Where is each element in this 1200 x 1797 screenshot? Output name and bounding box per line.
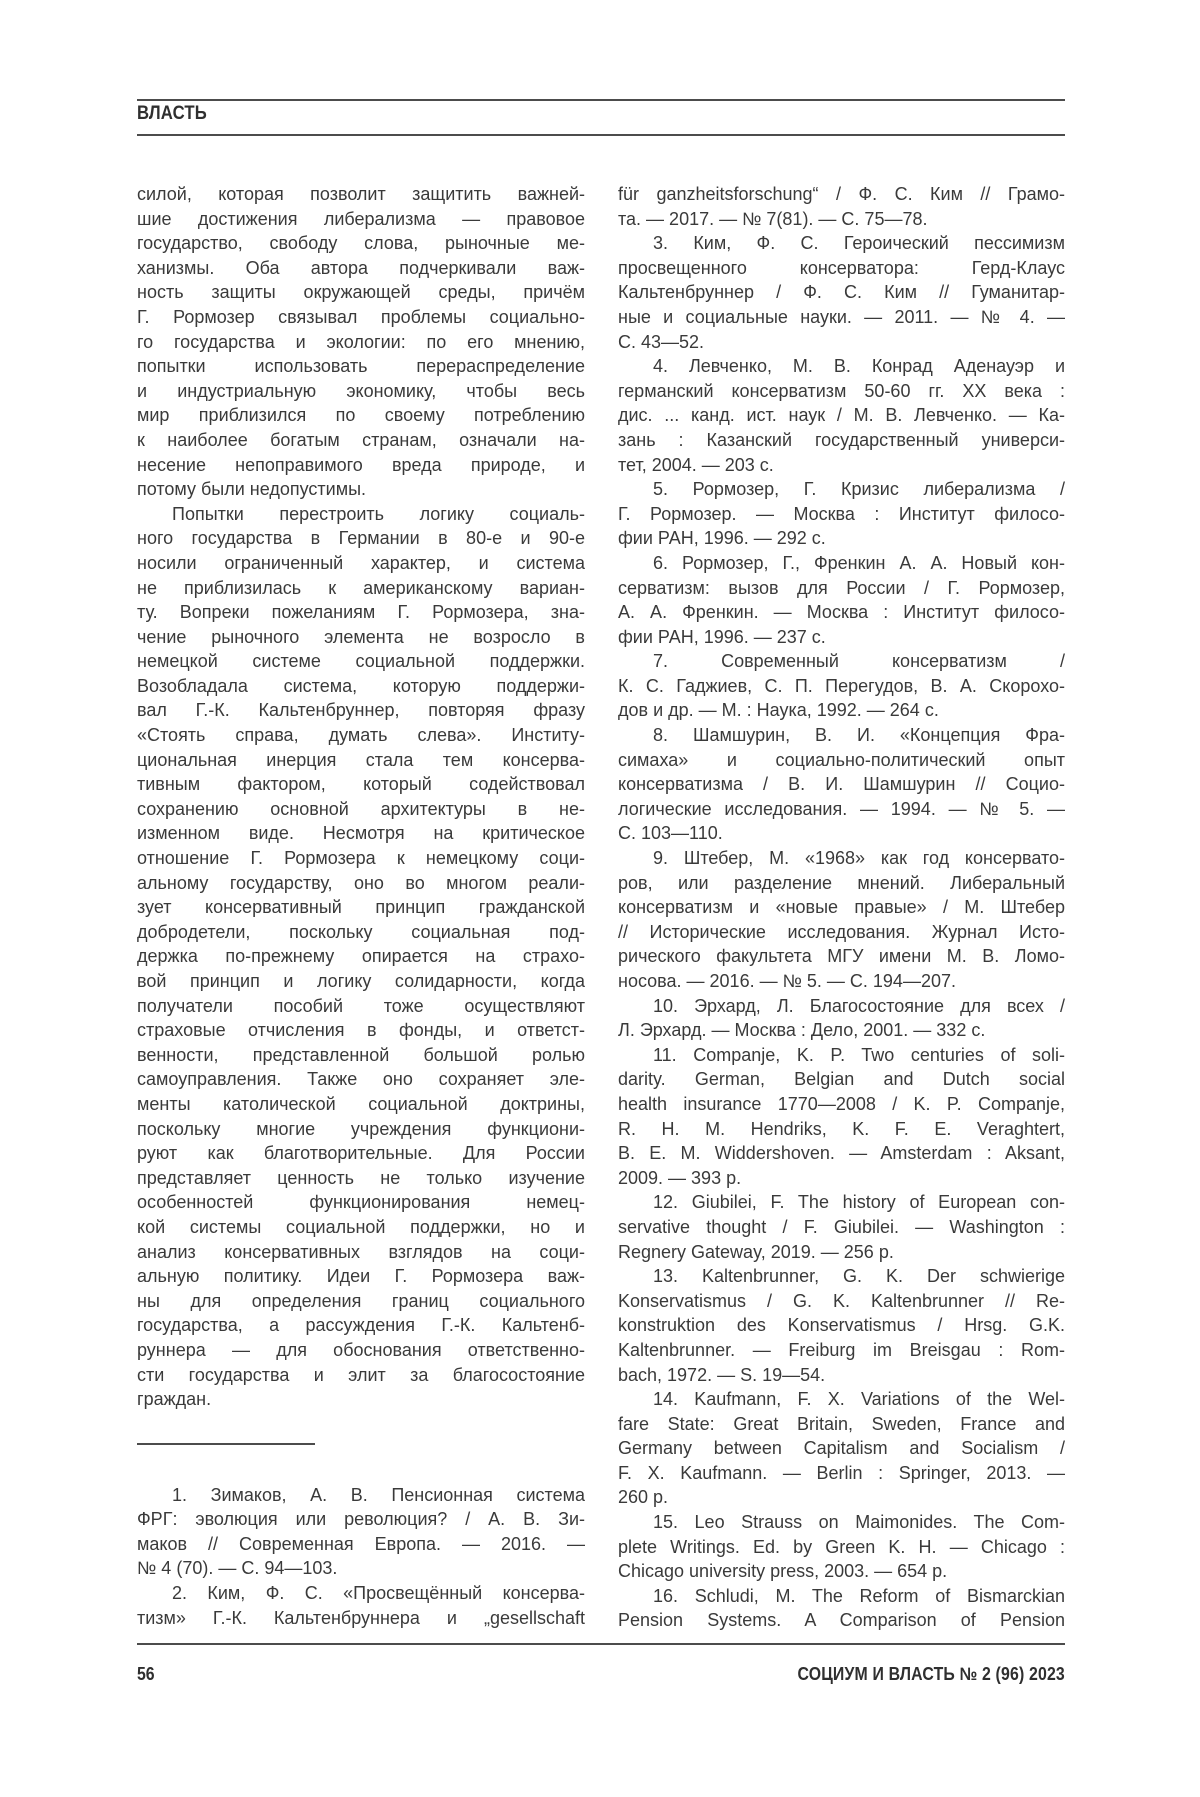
text-line: фии РАН, 1996. — 292 с. <box>618 528 826 549</box>
text-line: ного государства в Германии в 80-е и 90-е <box>137 528 585 549</box>
footer-rule <box>137 1643 1065 1645</box>
text-line: 13. Kaltenbrunner, G. K. Der schwierige <box>653 1266 1065 1287</box>
text-line: самоуправления. Также оно сохраняет эле- <box>137 1069 585 1090</box>
text-line: поскольку многие учреждения функциони- <box>137 1118 585 1139</box>
paragraph <box>137 1581 585 1630</box>
text-line: зует консервативный принцип гражданской <box>137 897 585 918</box>
page-number: 56 <box>137 1664 155 1684</box>
text-line: и индустриальную экономику, чтобы весь <box>137 380 585 401</box>
text-line: 7. Современный консерватизм / <box>653 651 1065 672</box>
text-line: серватизм: вызов для России / Г. Рормозер, <box>618 577 1065 598</box>
text-line: анализ консервативных взглядов на соци- <box>137 1241 585 1262</box>
text-line: Г. Рормозер связывал проблемы социально- <box>137 306 585 327</box>
text-line: 3. Ким, Ф. С. Героический пессимизм <box>653 233 1065 254</box>
text-line: А. А. Френкин. — Москва : Институт филосо- <box>618 602 1065 623</box>
text-line: особенностей функционирования немец- <box>137 1192 585 1213</box>
text-line: руннера — для обоснования ответственно- <box>137 1339 585 1360</box>
text-line: 2009. — 393 p. <box>618 1167 742 1188</box>
page-footer <box>137 1664 1065 1685</box>
text-line: С. 43—52. <box>618 331 705 352</box>
paragraph <box>618 994 1065 1043</box>
text-line: отношение Г. Рормозера к немецкому соци- <box>137 848 585 869</box>
text-line: 8. Шамшурин, В. И. «Концепция Фра- <box>653 725 1065 746</box>
text-line: добродетели, поскольку социальная под- <box>137 921 585 942</box>
text-line: изменном виде. Несмотря на критическое <box>137 823 585 844</box>
paragraph <box>618 231 1065 354</box>
text-line: та. — 2017. — № 7(81). — С. 75—78. <box>618 208 928 229</box>
text-line: маков // Современная Европа. — 2016. — <box>137 1533 585 1554</box>
text-line: ров, или разделение мнений. Либеральный <box>618 872 1065 893</box>
paragraph <box>618 1190 1065 1264</box>
text-line: зань : Казанский государственный универси- <box>618 429 1065 450</box>
text-line: Г. Рормозер. — Москва : Институт филосо- <box>618 503 1065 524</box>
text-line: дис. ... канд. ист. наук / М. В. Левченко. — Ка- <box>618 405 1065 426</box>
text-line: не приблизилась к американскому вариан- <box>137 577 585 598</box>
text-line: Pension Systems. A Comparison of Pension <box>618 1610 1065 1631</box>
text-line: государство, свободу слова, рыночные ме- <box>137 233 585 254</box>
text-line: руют как благотворительные. Для России <box>137 1143 585 1164</box>
paragraph <box>618 723 1065 846</box>
text-line: fare State: Great Britain, Sweden, France and <box>618 1413 1065 1434</box>
paragraph <box>618 1043 1065 1191</box>
text-line: симаха» и социально-политический опыт <box>618 749 1065 770</box>
text-line: R. H. M. Hendriks, K. F. E. Veraghtert, <box>618 1118 1065 1139</box>
left-column <box>137 182 585 1633</box>
text-line: Konservatismus / G. K. Kaltenbrunner // Re- <box>618 1290 1065 1311</box>
text-line: // Исторические исследования. Журнал Исто- <box>618 921 1065 942</box>
text-line: 260 p. <box>618 1487 669 1508</box>
paragraph <box>137 182 585 502</box>
text-line: кой системы социальной поддержки, но и <box>137 1216 585 1237</box>
text-line: несение непоправимого вреда природе, и <box>137 454 585 475</box>
running-title: ВЛАСТЬ <box>137 103 208 124</box>
text-line: логические исследования. — 1994. — № 5. — <box>618 798 1065 819</box>
text-line: граждан. <box>137 1389 212 1410</box>
text-line: сти государства и элит за благосостояние <box>137 1364 585 1385</box>
text-line: чение рыночного элемента не возросло в <box>137 626 585 647</box>
text-line: Кальтенбруннер / Ф. С. Ким // Гуманитар- <box>618 282 1065 303</box>
text-line: вал Г.-К. Кальтенбруннер, повторяя фразу <box>137 700 585 721</box>
text-line: ны для определения границ социального <box>137 1290 585 1311</box>
paragraph <box>618 354 1065 477</box>
text-line: 5. Рормозер, Г. Кризис либерализма / <box>653 479 1065 500</box>
paragraph <box>618 1510 1065 1584</box>
paragraph <box>137 502 585 1412</box>
text-line: Попытки перестроить логику социаль- <box>172 503 585 524</box>
text-line: für ganzheitsforschung“ / Ф. С. Ким // Грамо- <box>618 184 1065 204</box>
text-line: 6. Рормозер, Г., Френкин А. А. Новый кон- <box>653 552 1065 573</box>
text-line: потому были недопустимы. <box>137 479 367 500</box>
footnote-references <box>137 1483 585 1631</box>
text-line: К. С. Гаджиев, С. П. Перегудов, В. А. Скорохо- <box>618 675 1065 696</box>
text-line: германский консерватизм 50-60 гг. XX века : <box>618 380 1065 401</box>
text-line: шие достижения либерализма — правовое <box>137 208 585 229</box>
text-line: попытки использовать перераспределение <box>137 356 585 377</box>
text-line: страховые отчисления в фонды, и ответст- <box>137 1020 585 1041</box>
text-line: darity. German, Belgian and Dutch social <box>618 1069 1065 1090</box>
text-line: тивным фактором, который содействовал <box>137 774 585 795</box>
text-line: консерватизма / В. И. Шамшурин // Социо- <box>618 774 1065 795</box>
text-line: 12. Giubilei, F. The history of European con- <box>653 1192 1065 1213</box>
text-line: го государства и экологии: по его мнению, <box>137 331 585 352</box>
text-line: немецкой системе социальной поддержки. <box>137 651 585 672</box>
text-line: держка по-прежнему опирается на страхо- <box>137 946 585 967</box>
header-rule-top <box>137 99 1065 101</box>
paragraph <box>618 1264 1065 1387</box>
text-line: Возобладала система, которую поддержи- <box>137 675 585 696</box>
text-line: Л. Эрхард. — Москва : Дело, 2001. — 332 с. <box>618 1020 986 1041</box>
text-line: ФРГ: эволюция или революция? / А. В. Зи- <box>137 1509 585 1530</box>
text-line: альную политику. Идеи Г. Рормозера важ- <box>137 1266 585 1287</box>
text-line: 10. Эрхард, Л. Благосостояние для всех / <box>653 995 1065 1016</box>
text-line: носили ограниченный характер, и система <box>137 552 585 573</box>
text-line: представляет ценность не только изучение <box>137 1167 585 1188</box>
paragraph <box>618 1387 1065 1510</box>
paragraph <box>137 1483 585 1581</box>
text-line: С. 103—110. <box>618 823 723 844</box>
text-line: сохранению основной архитектуры в не- <box>137 798 585 819</box>
journal-title: СОЦИУМ И ВЛАСТЬ № 2 (96) 2023 <box>797 1664 1065 1684</box>
text-line: государства, а рассуждения Г.-К. Кальтенб- <box>137 1315 585 1336</box>
text-line: вой принцип и логику солидарности, когда <box>137 971 585 991</box>
text-line: 9. Штебер, М. «1968» как год консервато- <box>653 848 1065 869</box>
text-line: альному государству, оно во многом реали- <box>137 872 585 893</box>
text-line: 15. Leo Strauss on Maimonides. The Com- <box>653 1512 1065 1533</box>
text-line: bach, 1972. — S. 19—54. <box>618 1364 826 1385</box>
paragraph <box>618 551 1065 649</box>
text-line: носова. — 2016. — № 5. — С. 194—207. <box>618 971 956 991</box>
paragraph <box>618 1584 1065 1633</box>
text-line: 14. Kaufmann, F. X. Variations of the Wel- <box>653 1389 1065 1410</box>
text-line: 11. Companje, K. P. Two centuries of soli- <box>653 1044 1065 1065</box>
text-line: получатели пособий тоже осуществляют <box>137 995 585 1016</box>
text-line: тет, 2004. — 203 с. <box>618 454 774 475</box>
text-line: № 4 (70). — С. 94—103. <box>137 1558 338 1579</box>
paragraph <box>618 477 1065 551</box>
paragraph <box>618 182 1065 231</box>
text-line: Chicago university press, 2003. — 654 p. <box>618 1561 948 1582</box>
text-line: дов и др. — М. : Наука, 1992. — 264 с. <box>618 700 939 721</box>
paragraph <box>618 846 1065 994</box>
text-line: венности, представленной большой ролью <box>137 1044 585 1065</box>
header-rule-bottom <box>137 134 1065 136</box>
text-line: 4. Левченко, М. В. Конрад Аденауэр и <box>653 356 1065 377</box>
text-line: тизм» Г.-К. Кальтенбруннера и „gesellschaft <box>137 1607 585 1628</box>
text-line: циональная инерция стала тем консерва- <box>137 749 585 770</box>
text-line: health insurance 1770—2008 / K. P. Companje, <box>618 1093 1065 1114</box>
text-line: силой, которая позволит защитить важней- <box>137 184 585 204</box>
text-line: 16. Schludi, M. The Reform of Bismarckian <box>653 1585 1065 1606</box>
footnote-divider <box>137 1443 315 1445</box>
text-line: 2. Ким, Ф. С. «Просвещённый консерва- <box>172 1583 585 1604</box>
text-line: Kaltenbrunner. — Freiburg im Breisgau : Rom- <box>618 1339 1065 1360</box>
body-columns <box>137 182 1065 1633</box>
text-line: фии РАН, 1996. — 237 с. <box>618 626 826 647</box>
article-text <box>137 182 585 1412</box>
text-line: менты католической социальной доктрины, <box>137 1093 585 1114</box>
text-line: F. X. Kaufmann. — Berlin : Springer, 2013. — <box>618 1462 1065 1483</box>
text-line: к наиболее богатым странам, означали на- <box>137 429 585 450</box>
text-line: B. E. M. Widdershoven. — Amsterdam : Aksant, <box>618 1143 1065 1164</box>
text-line: plete Writings. Ed. by Green K. H. — Chicago : <box>618 1536 1065 1557</box>
text-line: servative thought / F. Giubilei. — Washington : <box>618 1216 1065 1237</box>
text-line: просвещенного консерватора: Герд-Клаус <box>618 257 1065 278</box>
text-line: Germany between Capitalism and Socialism / <box>618 1438 1065 1459</box>
text-line: рического факультета МГУ имени М. В. Ломо- <box>618 946 1065 967</box>
reference-list <box>618 182 1065 1633</box>
paragraph <box>618 649 1065 723</box>
text-line: консерватизм и «новые правые» / М. Штебер <box>618 897 1065 918</box>
text-line: konstruktion des Konservatismus / Hrsg. G.K. <box>618 1315 1065 1336</box>
text-line: ные и социальные науки. — 2011. — № 4. — <box>618 306 1065 327</box>
text-line: ность защиты окружающей среды, причём <box>137 282 585 303</box>
text-line: 1. Зимаков, А. В. Пенсионная система <box>172 1484 585 1505</box>
right-column <box>618 182 1065 1633</box>
text-line: ханизмы. Оба автора подчеркивали важ- <box>137 257 585 278</box>
text-line: ту. Вопреки пожеланиям Г. Рормозера, зна- <box>137 602 585 623</box>
text-line: Regnery Gateway, 2019. — 256 p. <box>618 1241 894 1262</box>
text-line: «Стоять справа, думать слева». Институ- <box>137 725 585 746</box>
text-line: мир приблизился по своему потреблению <box>137 405 585 426</box>
